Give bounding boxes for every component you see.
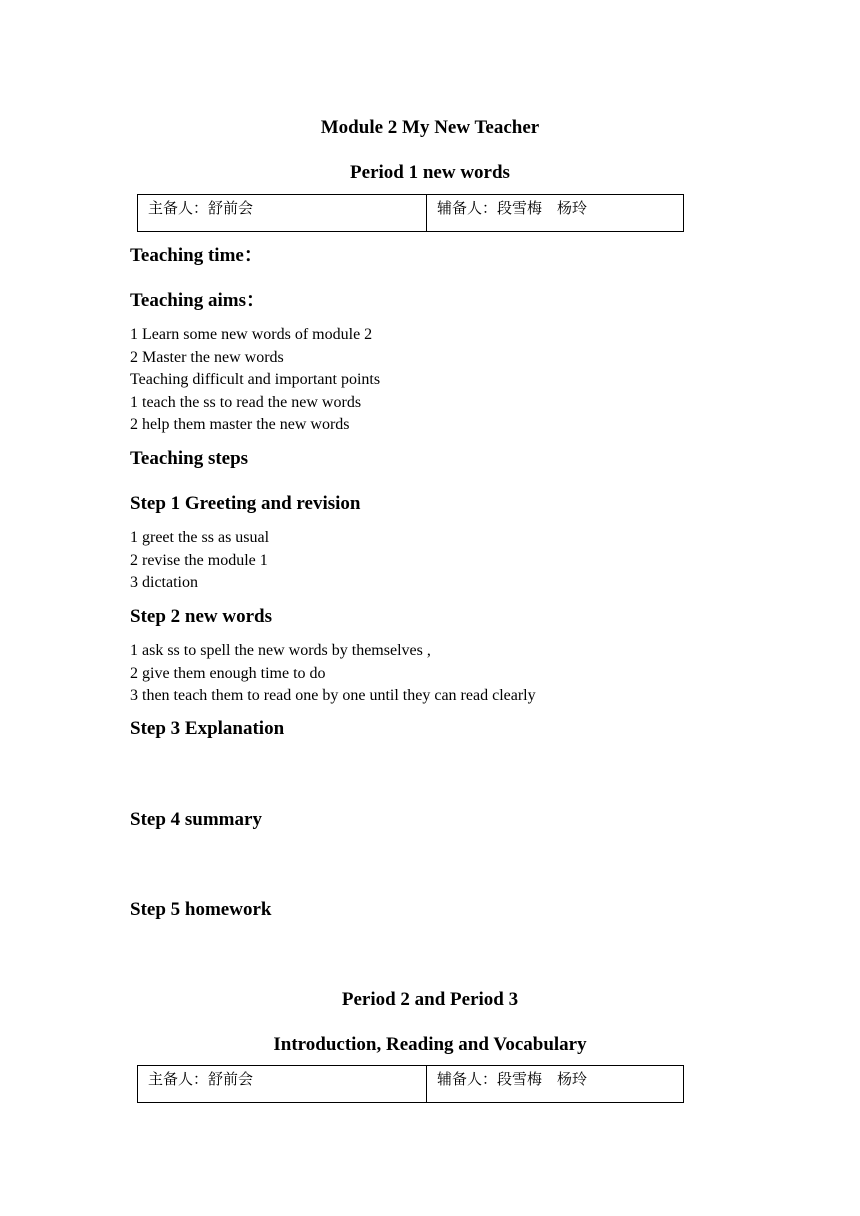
step3-heading: Step 3 Explanation bbox=[130, 718, 285, 739]
aims-line: 1 teach the ss to read the new words bbox=[130, 393, 362, 411]
aims-line: 2 Master the new words bbox=[130, 348, 284, 366]
step1-list bbox=[130, 527, 269, 595]
step2-list bbox=[130, 640, 536, 708]
teaching-aims-heading: Teaching aims： bbox=[130, 290, 265, 311]
period1-title: Period 1 new words bbox=[350, 162, 510, 183]
step2-heading: Step 2 new words bbox=[130, 606, 272, 627]
aims-line: 2 help them master the new words bbox=[130, 416, 350, 434]
period23-title: Period 2 and Period 3 bbox=[341, 989, 519, 1010]
period1-staff-table bbox=[137, 194, 684, 232]
teaching-steps-heading: Teaching steps bbox=[130, 448, 249, 469]
period1-main-preparer: 主备人：舒前会 bbox=[138, 195, 427, 232]
step1-heading: Step 1 Greeting and revision bbox=[130, 493, 361, 514]
step2-line: 3 then teach them to read one by one until they can read clearly bbox=[130, 687, 536, 705]
period23-subtitle: Introduction, Reading and Vocabulary bbox=[273, 1034, 587, 1055]
period23-staff-table bbox=[137, 1065, 684, 1103]
module-title: Module 2 My New Teacher bbox=[320, 117, 540, 138]
step4-heading: Step 4 summary bbox=[130, 809, 262, 830]
period23-main-preparer: 主备人：舒前会 bbox=[138, 1066, 427, 1103]
period23-assistant-preparers: 辅备人：段雪梅 杨玲 bbox=[427, 1066, 684, 1103]
step5-heading: Step 5 homework bbox=[130, 899, 272, 920]
period1-assistant-preparers: 辅备人：段雪梅 杨玲 bbox=[427, 195, 684, 232]
step1-line: 1 greet the ss as usual bbox=[130, 529, 270, 546]
teaching-aims-list bbox=[130, 324, 380, 437]
step1-line: 3 dictation bbox=[130, 574, 198, 592]
aims-line: 1 Learn some new words of module 2 bbox=[130, 326, 373, 343]
step2-line: 2 give them enough time to do bbox=[130, 664, 326, 682]
step1-line: 2 revise the module 1 bbox=[130, 551, 268, 569]
teaching-time-heading: Teaching time： bbox=[130, 245, 263, 266]
step2-line: 1 ask ss to spell the new words by themselves , bbox=[130, 642, 431, 659]
aims-line: Teaching difficult and important points bbox=[130, 371, 381, 389]
